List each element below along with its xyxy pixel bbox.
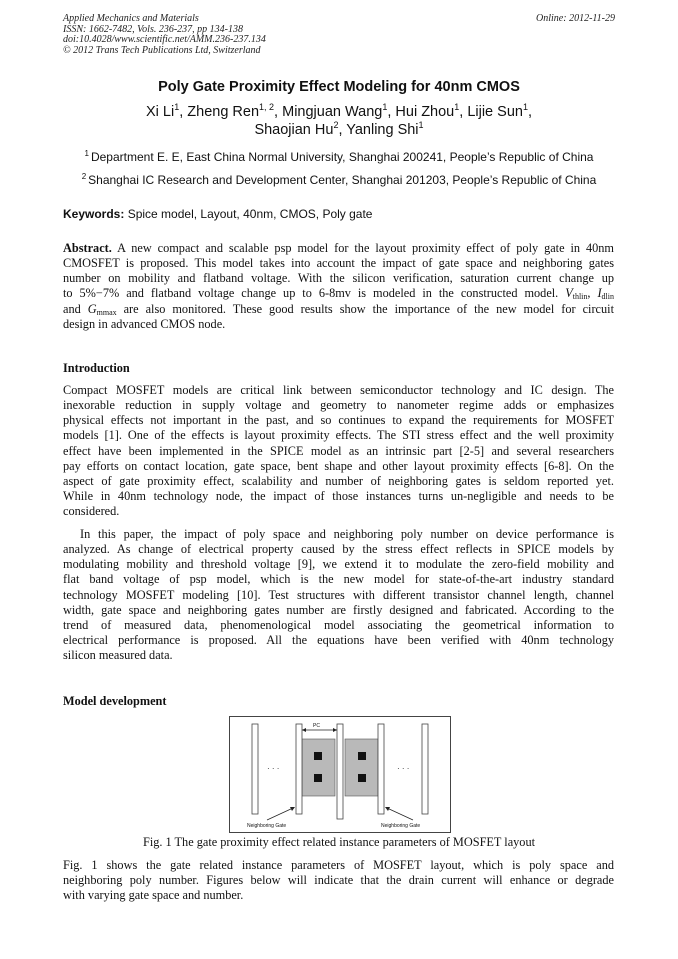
poly-gate-outer-left: [252, 724, 258, 814]
text-line: models [1]. One of the effects is layout proximity effects. The STI stress effect and the well proximity: [63, 428, 614, 443]
author-affiliation-mark: 1, 2: [259, 102, 275, 112]
abstract-line: design in advanced CMOS node.: [63, 316, 226, 331]
affiliation-number: 2: [81, 172, 87, 181]
ellipsis-right: · · ·: [397, 764, 410, 773]
text-line: width, gate space and neighboring gates number are firstly designed and fabricated. According to the: [63, 602, 614, 617]
abstract-line: Abstract. A new compact and scalable psp model for the layout proximity effect of poly gate in 40nm: [63, 241, 614, 255]
introduction-paragraph-2: [63, 527, 614, 663]
text-line: silicon measured data.: [63, 648, 173, 663]
text-line: analyzed. As change of electrical property caused by the stress effect reflects in SPICE models by: [63, 542, 614, 557]
abstract-line: CMOSFET is proposed. This model takes into account the impact of gate space and neighboring gates: [63, 256, 614, 271]
contact-square: [358, 752, 366, 760]
author-name: Xi Li: [145, 104, 175, 120]
neighboring-gate-label-right: Neighboring Gate: [381, 823, 421, 829]
affiliation-text: Shanghai IC Research and Development Center, Shanghai 201203, People’s Republic of China: [88, 173, 597, 187]
model-paragraph-1: [63, 858, 614, 903]
abstract-line: and $G_{mmax}$ are also monitored. These good results show the importance of the new model for circuit: [63, 301, 614, 317]
poly-gate-outer-right: [422, 724, 428, 814]
paper-title: Poly Gate Proximity Effect Modeling for 40nm CMOS: [158, 79, 520, 95]
text-line: trend of measured data, phenomenological model associating the geometrical information to: [63, 617, 614, 632]
neighboring-gate-label-left: Neighboring Gate: [247, 823, 287, 829]
poly-gate-left: [296, 724, 302, 814]
symbol-g: G: [87, 301, 97, 316]
symbol-v: V: [565, 286, 573, 301]
contact-square: [358, 774, 366, 782]
author-affiliation-mark: 1: [382, 102, 388, 112]
text-line: aspect of gate proximity effect, scalability and number of neighboring gates is seldom reported yet.: [63, 473, 614, 488]
text-line: flat band voltage of psp model, which is the new model for state-of-the-art industry standard: [63, 572, 614, 587]
text-line: physical effects not important in the past, and so continues to expand the requirements for MOSFET: [63, 413, 614, 428]
affiliation-1: [0, 150, 678, 164]
diffusion-region-right: [345, 739, 378, 796]
affiliation-number: 1: [84, 149, 89, 158]
text-line: electrical performance is proposed. All the equations have been verified with 40nm technology: [63, 633, 614, 648]
author-affiliation-mark: 1: [418, 120, 424, 130]
keywords: [63, 207, 372, 221]
introduction-paragraph-1: [63, 383, 614, 519]
author-affiliation-mark: 1: [174, 102, 180, 112]
abstract-line: number on mobility and flatband voltage. With the silicon verification, saturation current change up: [63, 271, 614, 286]
poly-gate-right: [378, 724, 384, 814]
author-affiliation-mark: 1: [454, 102, 460, 112]
affiliation-2: [0, 173, 678, 187]
author-name: Lijie Sun: [467, 104, 523, 120]
author-name: Shaojian Hu: [254, 122, 334, 138]
symbol-i: I: [597, 286, 602, 301]
diffusion-region-left: [302, 739, 335, 796]
author-affiliation-mark: 1: [522, 102, 528, 112]
text-line: inexorable reduction in supply voltage and geometry to nanometer regime adds or emphasizes: [63, 398, 614, 413]
text-line: considered.: [63, 504, 120, 519]
author-affiliation-mark: 2: [333, 120, 339, 130]
author-name: Yanling Shi: [346, 122, 419, 138]
section-heading-introduction: Introduction: [63, 361, 130, 375]
ellipsis-left: · · ·: [267, 764, 280, 773]
issn: ISSN: 1662-7482, Vols. 236-237, pp 134-138: [63, 23, 243, 35]
author-line-2: Shaojian Hu$^2$, Yanling Shi$^1$: [254, 120, 424, 138]
text-line: technology MOSFET modeling [10]. Test structures with different transistor channel length, channel: [63, 587, 614, 602]
copyright: © 2012 Trans Tech Publications Ltd, Switzerland: [63, 44, 261, 56]
text-line: Compact MOSFET models are critical link between semiconductor technology and IC design. The: [63, 383, 614, 397]
text-line: modulating mobility and threshold voltage [9], we extend it to modulate the zero-field mobility and: [63, 557, 614, 572]
abstract: [63, 241, 614, 332]
contact-square: [314, 774, 322, 782]
author-name: Zheng Ren: [187, 104, 260, 120]
contact-square: [314, 752, 322, 760]
text-line: neighboring poly number. Figures below will indicate that the drain current will enhance or degrade: [63, 873, 614, 888]
keywords-text: Spice model, Layout, 40nm, CMOS, Poly gate: [124, 207, 373, 221]
abstract-line: to 5%−7% and flatband voltage change up to 6-8mv is modeled in the constructed model. $V_{thlin}$, $I_{dlin}$: [63, 286, 614, 302]
pc-label: PC: [313, 723, 320, 729]
author-list: [0, 103, 678, 139]
author-line-1: Xi Li$^1$, Zheng Ren$^{1, 2}$, Mingjuan Wang$^1$, Hui Zhou$^1$, Lijie Sun$^1$,: [145, 102, 532, 120]
doi: doi:10.4028/www.scientific.net/AMM.236-237.134: [63, 34, 266, 45]
figure-1-layout-diagram: [229, 716, 451, 833]
journal-name: Applied Mechanics and Materials: [63, 13, 199, 24]
symbol-v-subscript: thlin: [572, 292, 588, 302]
figure-1-caption: Fig. 1 The gate proximity effect related instance parameters of MOSFET layout: [142, 835, 536, 849]
section-heading-model-development: Model development: [63, 694, 167, 708]
affiliation-text: Department E. E, East China Normal University, Shanghai 200241, People’s Republic of China: [90, 150, 594, 164]
text-line: with varying gate space and number.: [63, 888, 244, 903]
text-line: Fig. 1 shows the gate related instance parameters of MOSFET layout, which is poly space and: [63, 858, 614, 872]
text-line: pay efforts on contact location, gate space, bent shape and other layout proximity effects [6-8]. On the: [63, 458, 614, 473]
online-date: Online: 2012-11-29: [536, 13, 615, 24]
text-line: While in 40nm technology node, the impact of those instances turns un-negligible and needs to be: [63, 489, 614, 504]
symbol-i-subscript: dlin: [601, 292, 614, 302]
symbol-g-subscript: mmax: [96, 307, 117, 317]
keywords-label: Keywords:: [63, 207, 125, 221]
abstract-label: Abstract.: [63, 241, 112, 255]
journal-header: [63, 14, 615, 56]
author-name: Mingjuan Wang: [282, 104, 383, 120]
author-name: Hui Zhou: [395, 104, 455, 120]
text-line: effect have been implemented in the SPICE model as an intrinsic part [2-5] and several researchers: [63, 443, 614, 458]
poly-gate-center: [337, 724, 343, 819]
text-line: In this paper, the impact of poly space and neighboring poly number on device performance is: [80, 527, 614, 541]
